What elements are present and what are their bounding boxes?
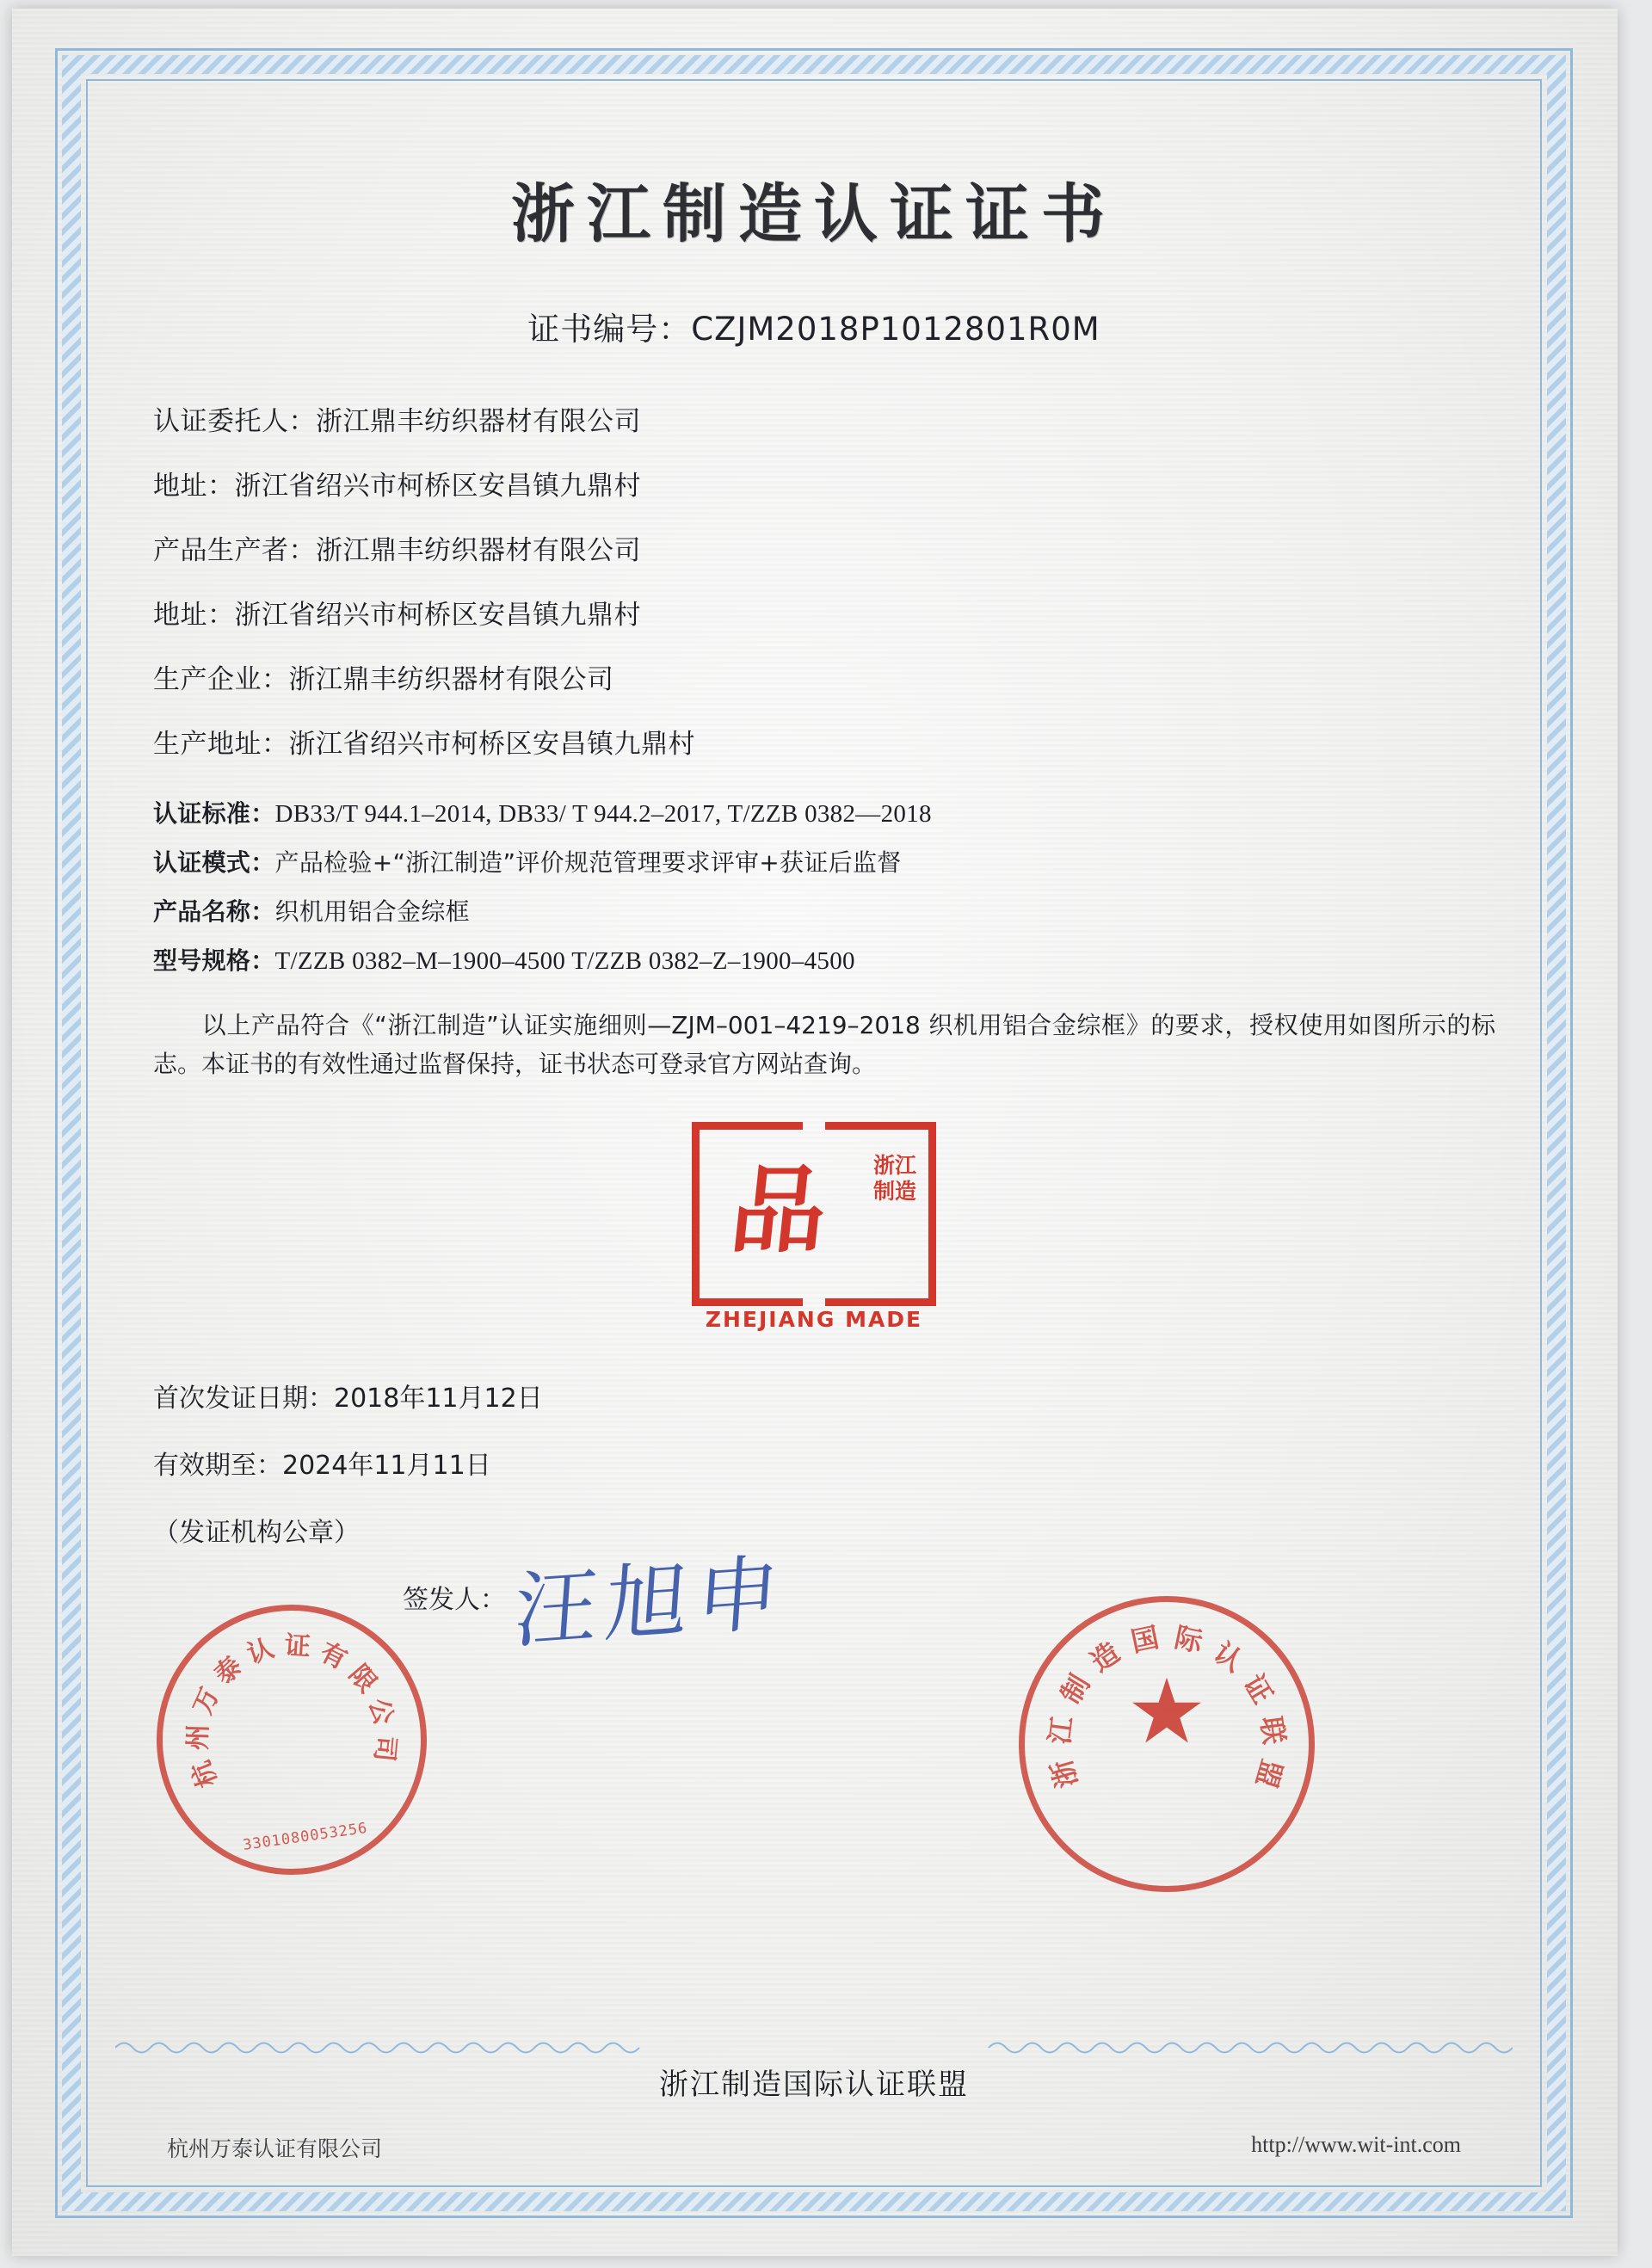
spec-label: 产品名称： — [153, 897, 275, 926]
certificate-content — [115, 112, 1513, 2161]
field-row — [153, 399, 1513, 438]
field-value: 浙江省绍兴市柯桥区安昌镇九鼎村 — [234, 471, 641, 502]
expiry-date-value: 2024年11月11日 — [282, 1450, 491, 1481]
applicant-fields — [115, 399, 1513, 761]
field-row — [153, 722, 1513, 761]
spec-value: T/ZZB 0382–M–1900–4500 T/ZZB 0382–Z–1900–4500 — [274, 947, 855, 975]
first-issue-date-value: 2018年11月12日 — [334, 1383, 543, 1414]
company-seal-ring-text: 杭 州 万 泰 认 证 有 限 公 司 — [182, 1630, 401, 1792]
field-value: 浙江省绍兴市柯桥区安昌镇九鼎村 — [234, 600, 641, 631]
spec-label: 型号规格： — [153, 946, 275, 975]
spec-value: DB33/T 944.1–2014, DB33/ T 944.2–2017, T/ZZB 0382—2018 — [274, 800, 932, 828]
statement-text: 以上产品符合《“浙江制造”认证实施细则—ZJM–001–4219–2018 织机用铝合金综框》的要求，授权使用如图所示的标志。本证书的有效性通过监督保持，证书状态可登录官方网站查询。 — [153, 1011, 1495, 1079]
field-row — [153, 657, 1513, 696]
signature-handwriting: 汪旭申 — [511, 1546, 791, 1659]
signature-label: 签发人： — [403, 1584, 506, 1615]
field-label: 认证委托人： — [153, 406, 316, 437]
field-label: 地址： — [153, 600, 235, 631]
alliance-seal-ring-text: 浙 江 制 造 国 际 认 证 联 盟 — [1043, 1620, 1291, 1792]
field-label: 生产企业： — [153, 664, 289, 695]
signature-row — [153, 1546, 1513, 1673]
certificate-footer — [115, 2037, 1513, 2163]
spec-row — [153, 844, 1513, 878]
certificate-number-line — [115, 303, 1513, 349]
footer-wave-divider — [115, 2037, 1513, 2059]
logo-glyph-icon: 品 — [725, 1155, 832, 1266]
authorization-statement — [115, 1006, 1513, 1084]
logo-english-text: ZHEJIANG MADE — [705, 1306, 923, 1332]
specification-fields — [115, 795, 1513, 977]
spec-value: 产品检验+“浙江制造”评价规范管理要求评审+获证后监督 — [274, 848, 902, 877]
issuance-dates — [115, 1377, 1513, 1673]
expiry-date-label: 有效期至： — [153, 1450, 282, 1481]
field-value: 浙江鼎丰纺织器材有限公司 — [288, 664, 614, 695]
certificate-paper — [12, 9, 1618, 2256]
footer-organization: 浙江制造国际认证联盟 — [659, 2068, 969, 2102]
field-label: 生产地址： — [153, 729, 289, 760]
footer-meta — [115, 2132, 1513, 2163]
zhejiang-made-logo — [685, 1115, 943, 1347]
spec-label: 认证模式： — [153, 848, 275, 877]
field-value: 浙江鼎丰纺织器材有限公司 — [316, 535, 641, 566]
page-title: 浙江制造认证证书 — [511, 177, 1117, 251]
spec-label: 认证标准： — [153, 799, 275, 828]
expiry-date-row — [153, 1444, 1513, 1482]
footer-company: 杭州万泰认证有限公司 — [167, 2136, 383, 2161]
field-row — [153, 528, 1513, 567]
spec-row — [153, 942, 1513, 977]
field-label: 产品生产者： — [153, 535, 316, 566]
field-row — [153, 464, 1513, 502]
company-seal-number: 3301080053256 — [242, 1819, 369, 1854]
first-issue-date-row — [153, 1377, 1513, 1414]
field-value: 浙江省绍兴市柯桥区安昌镇九鼎村 — [288, 729, 695, 760]
field-label: 地址： — [153, 471, 235, 502]
logo-chinese-text: 浙江制造 — [872, 1152, 916, 1205]
spec-value: 织机用铝合金综框 — [274, 897, 470, 926]
field-value: 浙江鼎丰纺织器材有限公司 — [316, 406, 641, 437]
spec-row — [153, 795, 1513, 829]
field-row — [153, 593, 1513, 632]
zhejiang-made-logo-wrap — [115, 1115, 1513, 1347]
issuing-authority-seal-note: （发证机构公章） — [153, 1517, 360, 1548]
certificate-number-label: 证书编号： — [527, 311, 692, 348]
first-issue-date-label: 首次发证日期： — [153, 1383, 334, 1414]
footer-url[interactable]: http://www.wit-int.com — [1251, 2132, 1461, 2157]
certificate-number-value: CZJM2018P1012801R0M — [691, 311, 1100, 348]
spec-row — [153, 893, 1513, 928]
